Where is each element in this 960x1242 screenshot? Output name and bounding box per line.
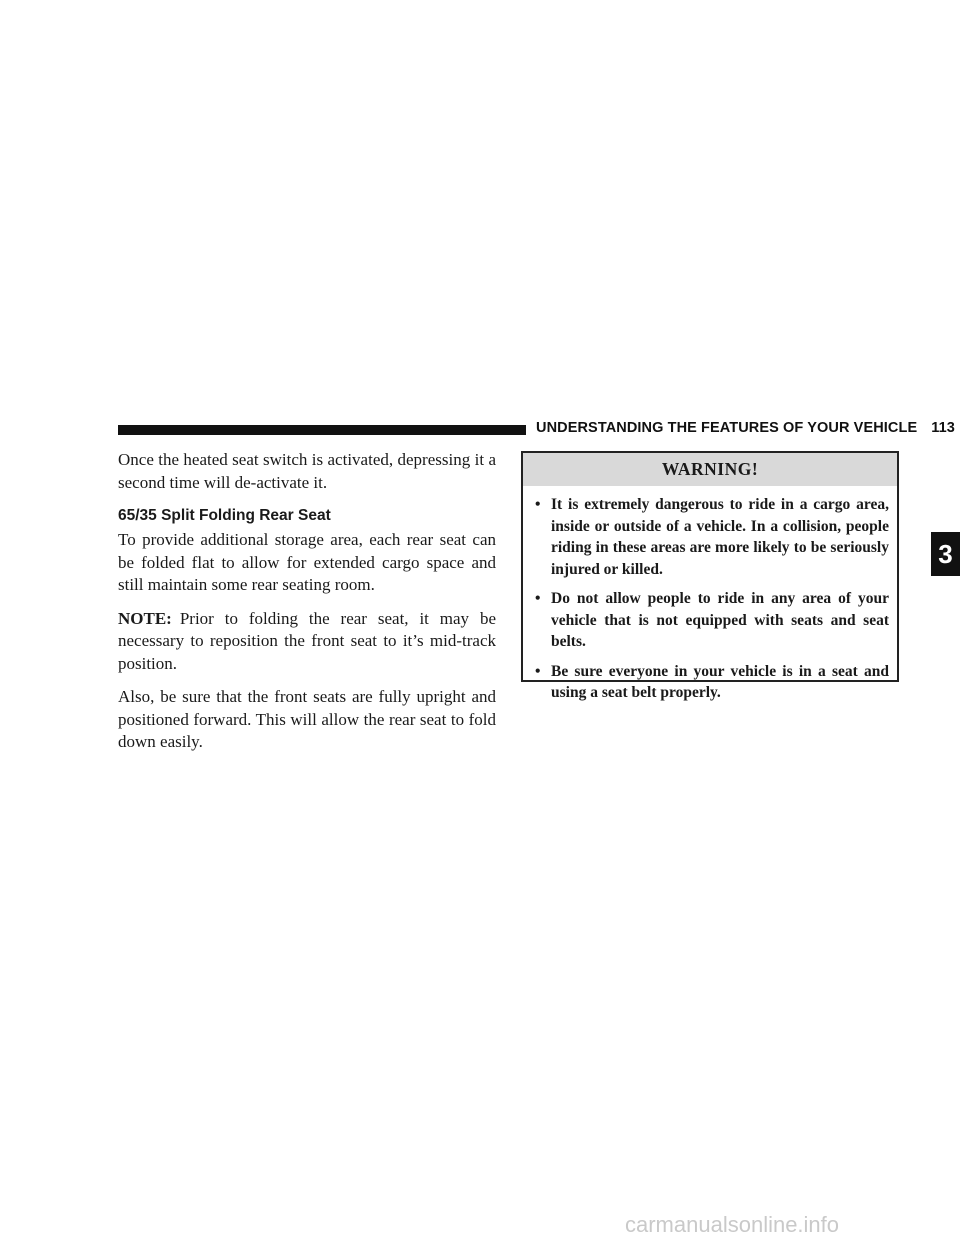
- chapter-tab: 3: [931, 532, 960, 576]
- watermark: carmanualsonline.info: [625, 1212, 840, 1237]
- section-heading: 65/35 Split Folding Rear Seat: [118, 507, 331, 524]
- warning-title: WARNING!: [523, 453, 897, 486]
- page-number: 113: [931, 420, 955, 436]
- paragraph-heated-seat: Once the heated seat switch is activated, depressing it a second time will de-activate it.: [118, 450, 496, 492]
- warning-item-text: Be sure everyone in your vehicle is in a seat and using a seat belt properly.: [551, 662, 889, 701]
- bullet: •: [535, 590, 541, 607]
- bullet: •: [535, 662, 541, 680]
- bullet: •: [535, 496, 541, 513]
- warning-item: [523, 661, 897, 704]
- warning-list: [523, 494, 897, 704]
- warning-item: [523, 588, 897, 653]
- paragraph-storage: To provide additional storage area, each rear seat can be folded flat to allow for extended cargo space and still maintain some rear seating room.: [118, 530, 496, 594]
- warning-item-text: It is extremely dangerous to ride in a cargo area, inside or outside of a vehicle. In a collision, people riding in these areas are more likely to be seriously injured or killed.: [551, 496, 889, 578]
- note-text: Prior to folding the rear seat, it may be necessary to reposition the front seat to it’s mid-track position.: [118, 608, 496, 673]
- note-label: NOTE:: [118, 608, 172, 628]
- paragraph-upright: Also, be sure that the front seats are fully upright and positioned forward. This will allow the rear seat to fold down easily.: [118, 687, 496, 751]
- note-paragraph: [118, 608, 496, 676]
- header-rule: [118, 425, 526, 435]
- section-title: UNDERSTANDING THE FEATURES OF YOUR VEHICLE: [536, 420, 918, 436]
- left-column: [118, 449, 496, 765]
- warning-item-text: Do not allow people to ride in any area of your vehicle that is not equipped with seats and seat belts.: [551, 590, 889, 650]
- warning-item: [523, 494, 897, 580]
- warning-box: [521, 451, 899, 701]
- running-header: [536, 420, 955, 436]
